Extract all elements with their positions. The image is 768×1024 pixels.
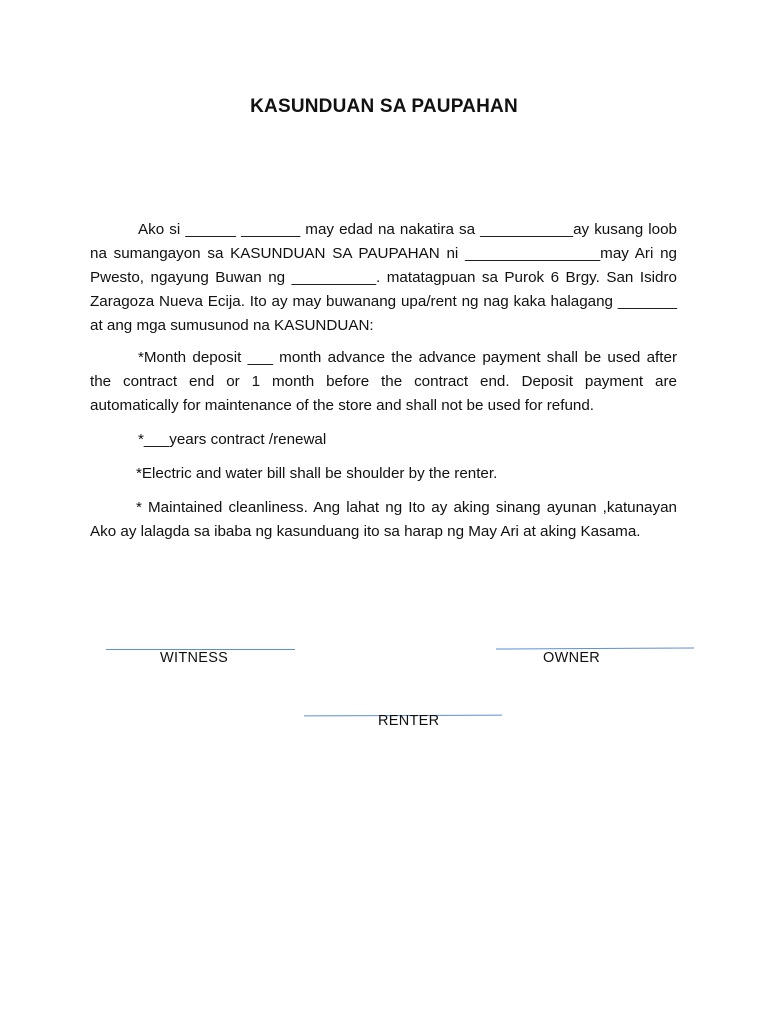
paragraph-intro: Ako si ______ _______ may edad na nakatira sa ___________ay kusang loob na sumangayon sa KASUNDUAN SA PAUPAHAN ni ________________may Ari ng Pwesto, ngayung Buwan ng __________. matatagpuan sa Purok 6 Brgy. San Isidro Zaragoza Nueva Ecija. Ito ay may buwanang upa/rent ng nag kaka halagang _______ at ang mga sumusunod na KASUNDUAN: [90,221,677,334]
witness-label: WITNESS [160,650,229,666]
paragraph-deposit: *Month deposit ___ month advance the advance payment shall be used after the contract end or 1 month before the contract end. Deposit payment are automatically for maintenance of the store and shall not be used for refund. [90,349,677,414]
renter-label: RENTER [378,713,440,729]
paragraph-utilities: *Electric and water bill shall be shoulder by the renter. [136,465,498,482]
document-title: KASUNDUAN SA PAUPAHAN [250,96,518,117]
paragraph-contract-term: *___years contract /renewal [138,431,327,448]
paragraph-cleanliness: * Maintained cleanliness. Ang lahat ng Ito ay aking sinang ayunan ,katunayan Ako ay lalagda sa ibaba ng kasunduang ito sa harap ng May Ari at aking Kasama. [90,499,677,540]
owner-label: OWNER [543,650,601,666]
